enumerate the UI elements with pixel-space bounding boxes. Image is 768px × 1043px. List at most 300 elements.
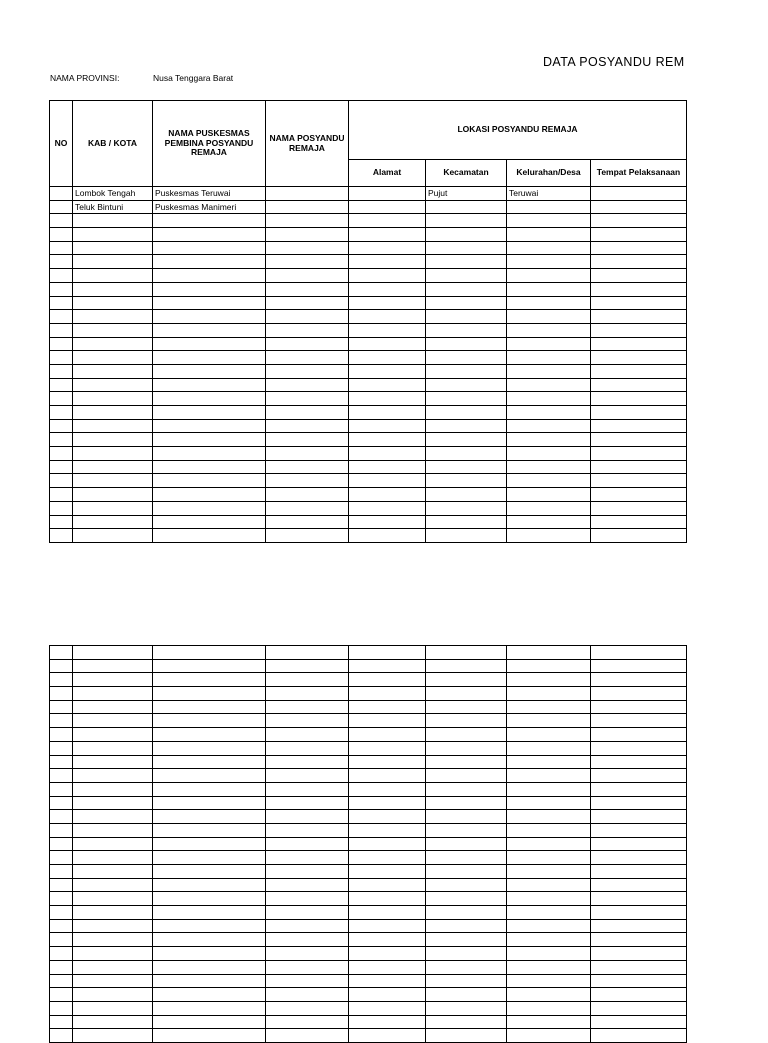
table-cell [507,878,591,892]
table-cell [349,228,426,242]
table-cell [153,241,266,255]
table-cell [507,892,591,906]
header-lokasi: LOKASI POSYANDU REMAJA [349,101,687,160]
table-cell [591,296,687,310]
table-cell [266,892,349,906]
table-cell [349,460,426,474]
table-cell [50,392,73,406]
table-cell: Teluk Bintuni [73,200,153,214]
table-cell [426,878,507,892]
table-cell [426,323,507,337]
table-cell [507,447,591,461]
table-cell [426,1029,507,1043]
table-cell [349,1029,426,1043]
table-cell [507,392,591,406]
table-cell [153,646,266,660]
table-row [50,687,687,701]
table-cell [50,810,73,824]
table-cell [426,851,507,865]
header-kab-kota: KAB / KOTA [73,101,153,187]
table-cell [266,310,349,324]
table-cell [153,906,266,920]
table-cell [591,310,687,324]
table-cell [73,906,153,920]
table-cell [507,200,591,214]
table-cell [426,1001,507,1015]
table-cell [266,474,349,488]
table-cell [50,728,73,742]
table-cell [507,687,591,701]
table-cell [591,810,687,824]
table-cell [153,782,266,796]
table-cell [73,878,153,892]
table-cell [426,906,507,920]
table-cell [266,947,349,961]
table-cell [73,529,153,543]
table-row [50,837,687,851]
table-row [50,488,687,502]
table-cell [507,501,591,515]
table-cell [73,714,153,728]
table-row [50,515,687,529]
table-row [50,228,687,242]
table-cell [591,378,687,392]
table-row [50,392,687,406]
table-cell [73,919,153,933]
table-cell [153,1029,266,1043]
table-cell [266,488,349,502]
province-value: Nusa Tenggara Barat [153,73,234,83]
table-row [50,960,687,974]
table-cell [591,988,687,1002]
table-cell [50,282,73,296]
table-row [50,865,687,879]
table-cell [153,823,266,837]
table-cell [50,741,73,755]
table-cell [591,933,687,947]
table-cell [266,769,349,783]
table-cell [266,323,349,337]
table-cell [50,529,73,543]
table-cell [50,1029,73,1043]
table-cell [153,460,266,474]
table-cell [266,228,349,242]
table-cell [591,714,687,728]
table-cell [349,810,426,824]
table-cell [426,919,507,933]
table-cell [507,1001,591,1015]
table-cell [153,960,266,974]
table-cell [349,337,426,351]
header-posyandu: NAMA POSYANDU REMAJA [266,101,349,187]
table-cell [73,488,153,502]
table-cell [266,351,349,365]
table-cell [591,255,687,269]
table-cell [153,214,266,228]
table-cell [266,419,349,433]
table-cell [73,865,153,879]
table-cell [73,1001,153,1015]
table-cell [153,515,266,529]
table-cell: Puskesmas Teruwai [153,187,266,201]
table-row [50,782,687,796]
table-cell [266,673,349,687]
table-cell [349,823,426,837]
table-cell [73,228,153,242]
table-cell [50,823,73,837]
table-cell [266,687,349,701]
table-cell [349,659,426,673]
table-cell [73,782,153,796]
table-cell [266,187,349,201]
table-row [50,187,687,201]
table-row [50,947,687,961]
table-cell [591,659,687,673]
table-cell [591,364,687,378]
table-cell [426,282,507,296]
table-cell [591,796,687,810]
table-cell [50,200,73,214]
table-cell [591,282,687,296]
table-cell [153,947,266,961]
table-row [50,447,687,461]
table-cell [426,1015,507,1029]
table-cell [50,988,73,1002]
table-cell [153,810,266,824]
table-cell [50,687,73,701]
table-cell [266,214,349,228]
table-cell [50,269,73,283]
table-cell [73,323,153,337]
table-cell [153,865,266,879]
table-cell [73,823,153,837]
table-cell [426,646,507,660]
table-cell [426,433,507,447]
table-cell: Lombok Tengah [73,187,153,201]
table-cell [591,687,687,701]
table-cell [153,364,266,378]
table-row [50,501,687,515]
table-cell [507,974,591,988]
table-cell [266,865,349,879]
table-cell [349,837,426,851]
table-cell [349,892,426,906]
table-cell [591,728,687,742]
table-cell [349,200,426,214]
table-cell [507,728,591,742]
table-cell [73,796,153,810]
table-row [50,378,687,392]
table-cell [50,659,73,673]
table-cell [349,406,426,420]
table-row [50,406,687,420]
table-cell [507,769,591,783]
table-cell [266,1029,349,1043]
table-cell [73,810,153,824]
table-row [50,659,687,673]
table-cell [153,796,266,810]
table-cell [153,741,266,755]
table-cell [266,433,349,447]
table-cell [73,974,153,988]
table-row [50,974,687,988]
table-cell [153,282,266,296]
table-cell [50,646,73,660]
table-cell [153,892,266,906]
table-cell [349,782,426,796]
table-row [50,419,687,433]
table-cell [266,501,349,515]
table-cell [266,728,349,742]
table-row [50,892,687,906]
table-cell [507,460,591,474]
province-label: NAMA PROVINSI: [50,73,120,83]
table-cell [426,974,507,988]
table-cell [266,515,349,529]
table-cell [591,392,687,406]
table-cell [507,515,591,529]
table-row [50,296,687,310]
table-cell [507,919,591,933]
table-cell [507,296,591,310]
table-cell [349,851,426,865]
table-body [50,187,687,543]
table-cell [266,659,349,673]
table-cell [591,646,687,660]
table-cell [153,419,266,433]
table-cell [349,687,426,701]
table-cell [349,741,426,755]
table-cell [426,474,507,488]
table-cell [50,673,73,687]
table-cell [50,310,73,324]
table-cell [73,282,153,296]
table-cell [73,659,153,673]
table-cell [153,851,266,865]
table-cell [349,351,426,365]
table-cell [591,406,687,420]
table-cell [426,447,507,461]
table-cell [50,378,73,392]
table-cell [507,337,591,351]
table-cell [266,700,349,714]
table-cell [591,1029,687,1043]
header-alamat: Alamat [349,160,426,187]
table-cell [426,837,507,851]
table-cell [73,460,153,474]
table-cell [73,364,153,378]
table-cell [507,214,591,228]
table-cell [349,728,426,742]
table-cell [591,851,687,865]
table-cell [426,988,507,1002]
table-cell [153,392,266,406]
table-cell [153,378,266,392]
table-row [50,1029,687,1043]
table-cell [73,433,153,447]
table-cell [591,501,687,515]
table-cell [153,501,266,515]
table-cell [591,823,687,837]
table-cell [50,323,73,337]
table-cell [426,659,507,673]
table-cell [426,337,507,351]
table-row [50,364,687,378]
table-row [50,241,687,255]
table-cell [266,796,349,810]
table-cell [591,974,687,988]
table-row [50,1001,687,1015]
table-cell [426,310,507,324]
table-cell [507,960,591,974]
table-row [50,728,687,742]
table-cell [73,673,153,687]
table-cell [591,865,687,879]
table-cell [266,741,349,755]
table-cell [507,364,591,378]
table-row [50,673,687,687]
table-row [50,851,687,865]
table-cell [50,187,73,201]
table-cell [507,741,591,755]
table-cell [73,474,153,488]
table-cell [50,351,73,365]
table-cell [591,1015,687,1029]
table-cell [153,1001,266,1015]
header-kelurahan: Kelurahan/Desa [507,160,591,187]
table-cell [591,782,687,796]
table-cell [50,488,73,502]
table-cell [50,474,73,488]
table-cell [426,782,507,796]
header-kecamatan: Kecamatan [426,160,507,187]
table-cell [349,919,426,933]
table-cell [349,974,426,988]
table-cell [153,837,266,851]
table-cell [266,269,349,283]
table-cell [507,378,591,392]
table-cell [591,187,687,201]
header-no: NO [50,101,73,187]
table-cell [507,810,591,824]
table-cell [426,501,507,515]
table-cell [591,960,687,974]
table-cell [153,447,266,461]
table-cell [50,337,73,351]
table-cell [153,714,266,728]
table-cell [50,241,73,255]
table-cell [50,700,73,714]
table-cell [73,1029,153,1043]
table-cell [73,1015,153,1029]
table-cell [426,364,507,378]
table-cell [426,687,507,701]
table-cell [349,214,426,228]
table-cell [266,646,349,660]
table-cell [153,433,266,447]
table-cell [349,1015,426,1029]
table-cell [349,433,426,447]
table-row [50,769,687,783]
table-cell [50,919,73,933]
table-cell [349,255,426,269]
table-cell [73,337,153,351]
table-cell [349,378,426,392]
table-row [50,255,687,269]
table-cell [349,323,426,337]
table-cell [266,906,349,920]
table-row [50,214,687,228]
table-row [50,906,687,920]
table-cell [349,474,426,488]
table-cell [507,988,591,1002]
table-cell [266,378,349,392]
table-cell [73,310,153,324]
table-cell [426,769,507,783]
table-cell [349,1001,426,1015]
table-cell [349,419,426,433]
table-cell [591,769,687,783]
table-cell [50,714,73,728]
table-cell [50,1001,73,1015]
table-cell [507,419,591,433]
table-cell [426,515,507,529]
table-cell [50,433,73,447]
table-cell [591,214,687,228]
table-cell [426,214,507,228]
table-cell [153,700,266,714]
table-cell [426,947,507,961]
table-cell [426,892,507,906]
table-cell [266,282,349,296]
table-cell [153,769,266,783]
table-cell [426,200,507,214]
table-cell [591,460,687,474]
table-cell [266,241,349,255]
table-cell [153,755,266,769]
table-cell [426,700,507,714]
table-cell [349,755,426,769]
table-cell [507,310,591,324]
table-row [50,323,687,337]
table-cell [349,282,426,296]
table-cell [73,988,153,1002]
table-cell [73,515,153,529]
table-cell [153,878,266,892]
table-cell [73,241,153,255]
table-cell [349,933,426,947]
table-cell [426,960,507,974]
table-cell [426,488,507,502]
table-cell [73,687,153,701]
table-cell [266,200,349,214]
table-cell [591,906,687,920]
table-cell [153,659,266,673]
table-cell [426,378,507,392]
table-row [50,878,687,892]
table-cell [591,241,687,255]
table-cell [266,988,349,1002]
table-cell [50,515,73,529]
table-cell [507,474,591,488]
table-cell [426,755,507,769]
table-row [50,646,687,660]
table-cell [426,351,507,365]
table-cell [426,392,507,406]
table-cell [507,282,591,296]
table-cell [153,1015,266,1029]
table-cell [591,1001,687,1015]
